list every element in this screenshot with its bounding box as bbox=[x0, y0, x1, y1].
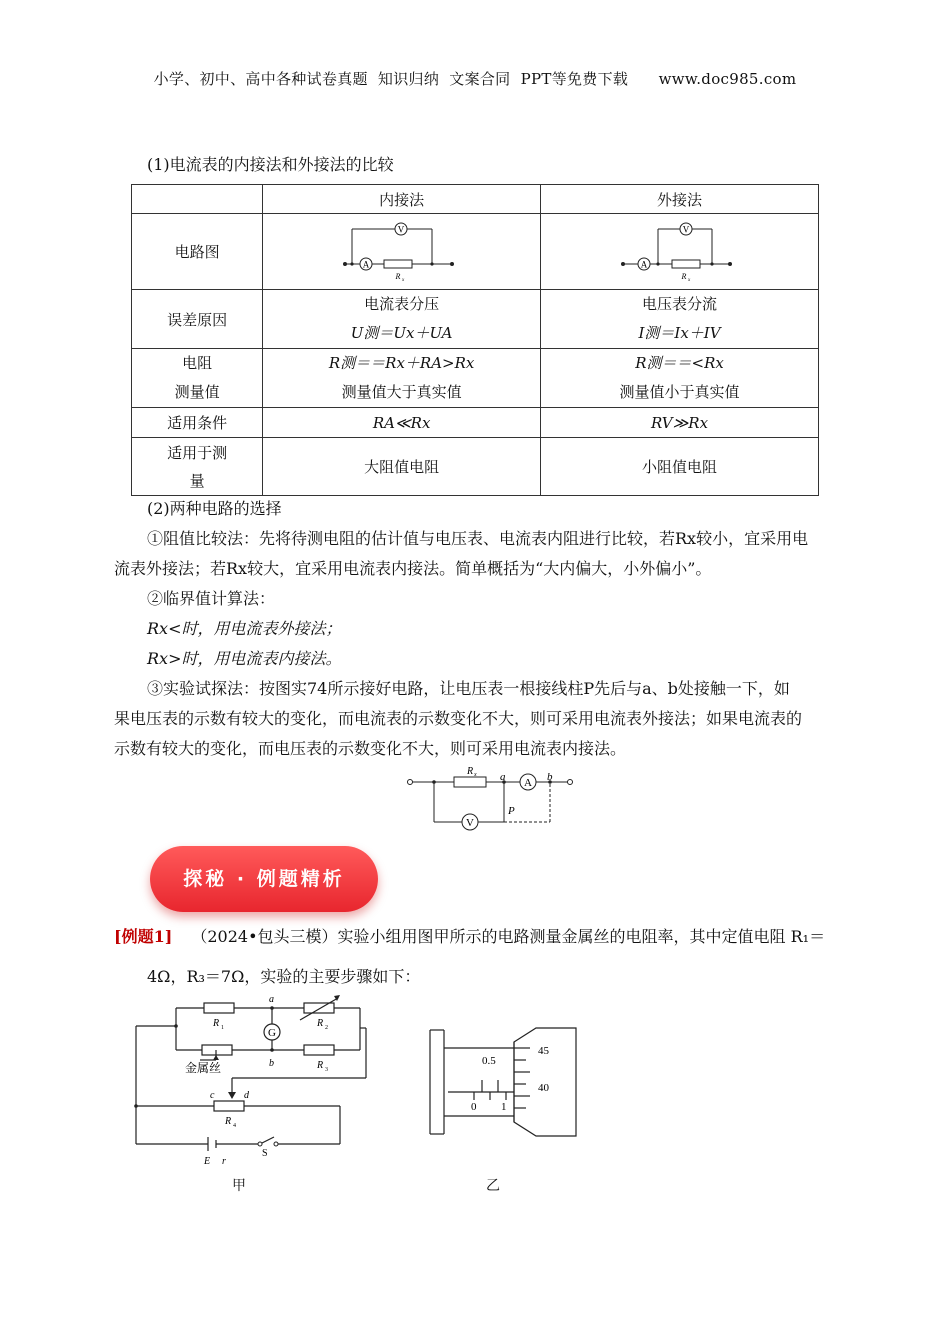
scale-40: 40 bbox=[538, 1082, 549, 1094]
section2-title: (2)两种电路的选择 bbox=[147, 499, 282, 518]
row-label-error: 误差原因 bbox=[132, 290, 263, 349]
svg-text:R: R bbox=[681, 271, 686, 281]
outer-apply: 小阻值电阻 bbox=[541, 438, 819, 496]
wire-label: 金属丝 bbox=[185, 1061, 222, 1075]
svg-text:E: E bbox=[204, 1156, 211, 1167]
outer-error-text: 电压表分流 bbox=[642, 295, 718, 313]
inner-measure-text: 测量值大于真实值 bbox=[341, 383, 462, 401]
svg-text:R: R bbox=[317, 1018, 324, 1029]
svg-text:R: R bbox=[467, 766, 474, 777]
svg-text:r: r bbox=[222, 1156, 226, 1167]
method2-title: ②临界值计算法： bbox=[147, 589, 276, 608]
tick-1: 1 bbox=[501, 1101, 507, 1113]
method1-line1: ①阻值比较法：先将待测电阻的估计值与电压表、电流表内阻进行比较，若Rx较小，宜采用电 bbox=[147, 529, 809, 548]
outer-measure-cell bbox=[541, 349, 819, 408]
svg-text:1: 1 bbox=[221, 1025, 224, 1031]
svg-text:3: 3 bbox=[325, 1067, 328, 1073]
example-label: [例题1] bbox=[114, 927, 173, 946]
svg-text:S: S bbox=[262, 1148, 268, 1159]
inner-measure-formula: R测＝＝Rx＋RA>Rx bbox=[328, 354, 475, 372]
inner-circuit-diagram bbox=[342, 217, 462, 283]
inner-condition: RA≪Rx bbox=[263, 408, 541, 438]
outer-measure-text: 测量值小于真实值 bbox=[619, 383, 740, 401]
figure-label-yi: 乙 bbox=[486, 1178, 500, 1194]
svg-text:a: a bbox=[269, 994, 274, 1005]
inner-error-formula: U测＝Ux＋UA bbox=[350, 324, 453, 342]
outer-circuit-diagram bbox=[620, 217, 740, 283]
row-label-circuit: 电路图 bbox=[132, 214, 263, 290]
row-label-measure-1: 电阻 bbox=[182, 354, 213, 372]
method1-line2: 流表外接法；若Rx较大，宜采用电流表内接法。简单概括为“大内偏大，小外偏小”。 bbox=[114, 559, 712, 578]
svg-text:V: V bbox=[466, 817, 474, 829]
svg-text:c: c bbox=[210, 1090, 215, 1101]
svg-text:A: A bbox=[362, 259, 369, 269]
row-label-apply-2: 量 bbox=[189, 471, 205, 490]
tick-0: 0 bbox=[471, 1101, 477, 1113]
inner-circuit-cell bbox=[263, 214, 541, 290]
svg-text:R: R bbox=[225, 1116, 232, 1127]
svg-text:R: R bbox=[213, 1018, 220, 1029]
scale-45: 45 bbox=[538, 1045, 549, 1057]
example-line1-text: （2024•包头三模）实验小组用图甲所示的电路测量金属丝的电阻率，其中定值电阻 R₁＝ bbox=[191, 927, 826, 946]
col-header-inner: 内接法 bbox=[263, 185, 541, 214]
outer-error-cell bbox=[541, 290, 819, 349]
svg-text:V: V bbox=[397, 224, 404, 234]
svg-text:A: A bbox=[524, 777, 532, 789]
row-label-apply-1: 适用于测 bbox=[167, 443, 228, 462]
outer-measure-formula: R测＝＝<Rx bbox=[635, 354, 724, 372]
svg-text:A: A bbox=[640, 259, 647, 269]
outer-circuit-cell bbox=[541, 214, 819, 290]
header-empty-cell bbox=[132, 185, 263, 214]
method2-line1: Rx<时，用电流表外接法； bbox=[147, 619, 342, 638]
svg-text:2: 2 bbox=[325, 1025, 328, 1031]
micrometer-yi-diagram bbox=[426, 1024, 582, 1142]
method3-line3: 示数有较大的变化，而电压表的示数变化不大，则可采用电流表内接法。 bbox=[114, 739, 627, 758]
svg-text:b: b bbox=[547, 771, 553, 783]
method3-line1: ③实验试探法：按图实74所示接好电路，让电压表一根接线柱P先后与a、b处接触一下，如 bbox=[147, 679, 790, 698]
trial-circuit-diagram bbox=[404, 762, 580, 834]
circuit-jia-diagram bbox=[128, 994, 378, 1172]
inner-apply: 大阻值电阻 bbox=[263, 438, 541, 496]
figure-label-jia: 甲 bbox=[232, 1178, 246, 1194]
row-label-apply bbox=[132, 438, 263, 496]
svg-text:V: V bbox=[682, 224, 689, 234]
svg-text:R: R bbox=[317, 1060, 324, 1071]
section1-title: (1)电流表的内接法和外接法的比较 bbox=[147, 155, 394, 174]
svg-text:R: R bbox=[395, 271, 401, 281]
row-label-measure-2: 测量值 bbox=[174, 383, 220, 401]
row-label-condition: 适用条件 bbox=[132, 408, 263, 438]
comparison-table bbox=[131, 184, 819, 496]
svg-text:b: b bbox=[269, 1058, 274, 1069]
svg-text:x: x bbox=[687, 277, 690, 283]
svg-text:d: d bbox=[244, 1090, 249, 1101]
svg-text:P: P bbox=[508, 805, 515, 817]
svg-text:x: x bbox=[401, 277, 404, 283]
method3-line2: 果电压表的示数有较大的变化，而电流表的示数变化不大，则可采用电流表外接法；如果电流表的 bbox=[114, 709, 803, 728]
inner-measure-cell bbox=[263, 349, 541, 408]
row-label-measure bbox=[132, 349, 263, 408]
page-header: 小学、初中、高中各种试卷真题 知识归纳 文案合同 PPT等免费下载 www.doc985.com bbox=[153, 70, 797, 88]
svg-text:G: G bbox=[268, 1027, 276, 1039]
svg-text:4: 4 bbox=[233, 1123, 236, 1129]
outer-error-formula: I测＝Ix＋IV bbox=[638, 324, 721, 342]
inner-error-text: 电流表分压 bbox=[364, 295, 440, 313]
svg-text:a: a bbox=[500, 771, 506, 783]
inner-error-cell bbox=[263, 290, 541, 349]
outer-condition: RV≫Rx bbox=[541, 408, 819, 438]
method2-line2: Rx>时，用电流表内接法。 bbox=[147, 649, 342, 668]
example-line2: 4Ω，R₃＝7Ω，实验的主要步骤如下： bbox=[147, 967, 421, 986]
example-line1 bbox=[114, 922, 825, 952]
section-badge: 探秘 · 例题精析 bbox=[150, 846, 378, 912]
col-header-outer: 外接法 bbox=[541, 185, 819, 214]
svg-text:x: x bbox=[474, 772, 477, 778]
tick-05: 0.5 bbox=[482, 1055, 496, 1067]
